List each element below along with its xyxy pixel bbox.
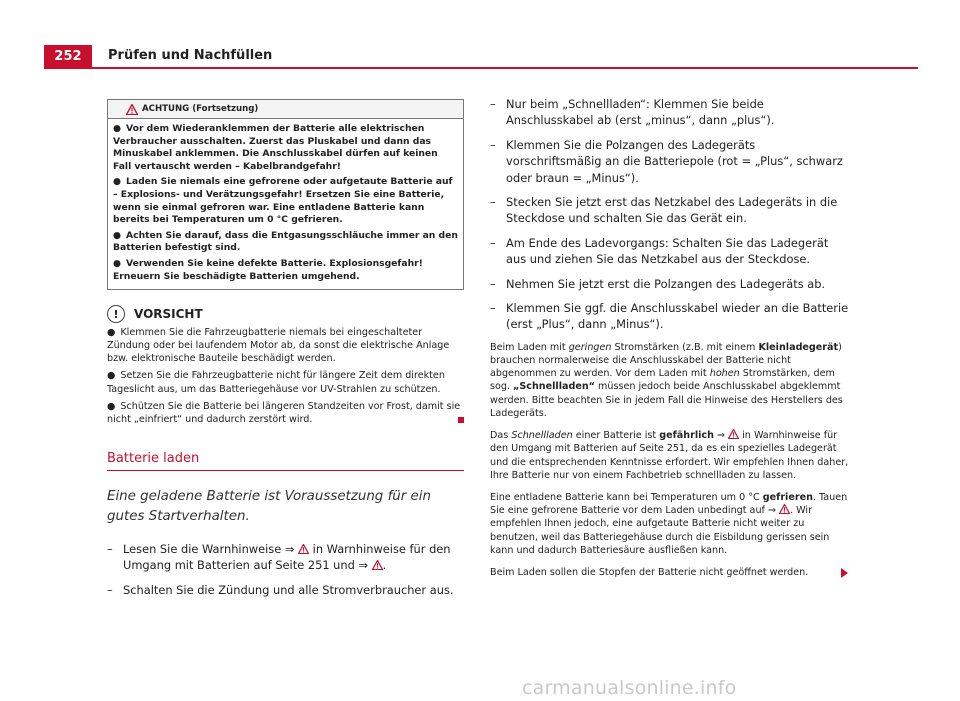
warning-box — [107, 99, 464, 290]
warning-icon — [126, 104, 138, 115]
left-column — [107, 99, 464, 606]
caution-title: VORSICHT — [134, 307, 203, 322]
warning-icon — [728, 429, 739, 439]
watermark: carmanualsonline.info — [522, 677, 737, 699]
warning-icon — [298, 544, 309, 554]
warning-header — [108, 100, 463, 119]
caution-body — [107, 326, 464, 426]
warning-item: ● Achten Sie darauf, dass die Entgasungsschläuche immer an den Batterien befestigt sind. — [113, 229, 458, 254]
warning-item: ● Verwenden Sie keine defekte Batterie. Explosionsgefahr! Erneuern Sie beschädigte Batterien umgehend. — [113, 257, 423, 282]
section-title: Batterie laden — [107, 450, 200, 466]
warning-item: ● Vor dem Wiederanklemmen der Batterie alle elektrischen Verbraucher ausschalten. Zuerst das Pluskabel und dann das Minuskabel anklemmen. Die Anschlusskabel dürfen auf keinen Fall vertauscht werden – Kabelbrandgefahr! — [113, 123, 438, 172]
header-rule — [44, 67, 918, 69]
section-intro: Eine geladene Batterie ist Voraussetzung für ein gutes Startverhalten. — [107, 488, 431, 524]
list-item: – Klemmen Sie die Polzangen des Ladegeräts vorschriftsmäßig an die Batteriepole (rot = „Plus“, schwarz oder braun = „Minus“). — [490, 137, 843, 185]
page-header-title: Prüfen und Nachfüllen — [108, 48, 273, 63]
caution-item: ● Schützen Sie die Batterie bei längeren Standzeiten vor Frost, damit sie nicht „einfriert“ und dadurch zerstört wird. — [107, 400, 464, 426]
warning-body — [108, 119, 463, 289]
continue-arrow-icon — [841, 568, 848, 578]
list-item: – Stecken Sie jetzt erst das Netzkabel des Ladegeräts in die Steckdose und schalten Sie das Gerät ein. — [490, 195, 838, 226]
warning-title: ACHTUNG (Fortsetzung) — [142, 103, 259, 114]
list-item: – Am Ende des Ladevorgangs: Schalten Sie das Ladegerät aus und ziehen Sie das Netzkabel aus der Steckdose. — [490, 235, 829, 267]
section-end-marker — [458, 417, 464, 423]
list-item: – Nur beim „Schnellladen“: Klemmen Sie beide Anschlusskabel ab (erst „minus“, dann „plus“). — [490, 97, 775, 128]
paragraph-battery-plugs: Beim Laden sollen die Stopfen der Batterie nicht geöffnet werden. — [490, 566, 850, 579]
caution-item: ● Setzen Sie die Fahrzeugbatterie nicht für längere Zeit dem direkten Tageslicht aus, um das Batteriegehäuse vor UV-Strahlen zu schützen. — [107, 370, 445, 395]
paragraph-frozen-battery: Eine entladene Batterie kann bei Temperaturen um 0 °C gefrieren. Tauen Sie eine gefrorene Batterie vor dem Laden unbedingt auf ⇒ . Wir empfehlen Ihnen jedoch, eine aufgetaute Batterie nicht weiter zu benutzen, weil das Batteriegehäuse durch die Eisbildung gerissen sein kann und dadurch Batteriesäure ausfließen kann. — [490, 491, 848, 556]
exclamation-circle-icon: ! — [107, 305, 125, 323]
steps-list-right — [490, 96, 850, 333]
caution-header — [107, 305, 464, 323]
section-rule — [107, 470, 464, 471]
page-number: 252 — [44, 45, 92, 67]
warning-item: ● Laden Sie niemals eine gefrorene oder aufgetaute Batterie auf – Explosions- und Verätzungsgefahr! Ersetzen Sie eine Batterie, wenn sie einmal gefroren war. Eine entladene Batterie kann bereits bei Temperaturen um 0 °C gefrieren. — [113, 176, 453, 226]
list-item: – Lesen Sie die Warnhinweise ⇒ in Warnhinweise für den Umgang mit Batterien auf Seite 251 und ⇒ . — [107, 541, 451, 573]
list-item: – Schalten Sie die Zündung und alle Stromverbraucher aus. — [107, 582, 454, 597]
list-item: – Klemmen Sie ggf. die Anschlusskabel wieder an die Batterie (erst „Plus“, dann „Minus“). — [490, 301, 849, 332]
paragraph-quick-charge: Das Schnellladen einer Batterie ist gefährlich ⇒ in Warnhinweise für den Umgang mit Batterien auf Seite 251, da es ein spezielles Ladegerät und die entsprechenden Kenntnisse erfordert. Wir empfehlen Ihnen daher, Ihre Batterie nur von einem Fachbetrieb schnellladen zu lassen. — [490, 430, 849, 481]
caution-item: ● Klemmen Sie die Fahrzeugbatterie niemals bei eingeschalteter Zündung oder bei laufendem Motor ab, da sonst die elektrische Anlage bzw. elektronische Bauteile beschädigt werden. — [107, 327, 450, 365]
warning-icon — [779, 504, 790, 514]
list-item: – Nehmen Sie jetzt erst die Polzangen des Ladegeräts ab. — [490, 276, 826, 291]
warning-icon — [372, 560, 383, 570]
paragraph-charging-current: Beim Laden mit geringen Stromstärken (z.B. mit einem Kleinladegerät) brauchen normalerweise die Anschlusskabel der Batterie nicht abgenommen zu werden. Vor dem Laden mit hohen Stromstärken, dem sog. „Schnellladen“ müssen jedoch beide Anschlusskabel abgeklemmt werden. Bitte beachten Sie in jedem Fall die Hinweise des Herstellers des Ladegeräts. — [490, 341, 843, 419]
steps-list-left — [107, 541, 464, 598]
right-column — [490, 96, 850, 588]
